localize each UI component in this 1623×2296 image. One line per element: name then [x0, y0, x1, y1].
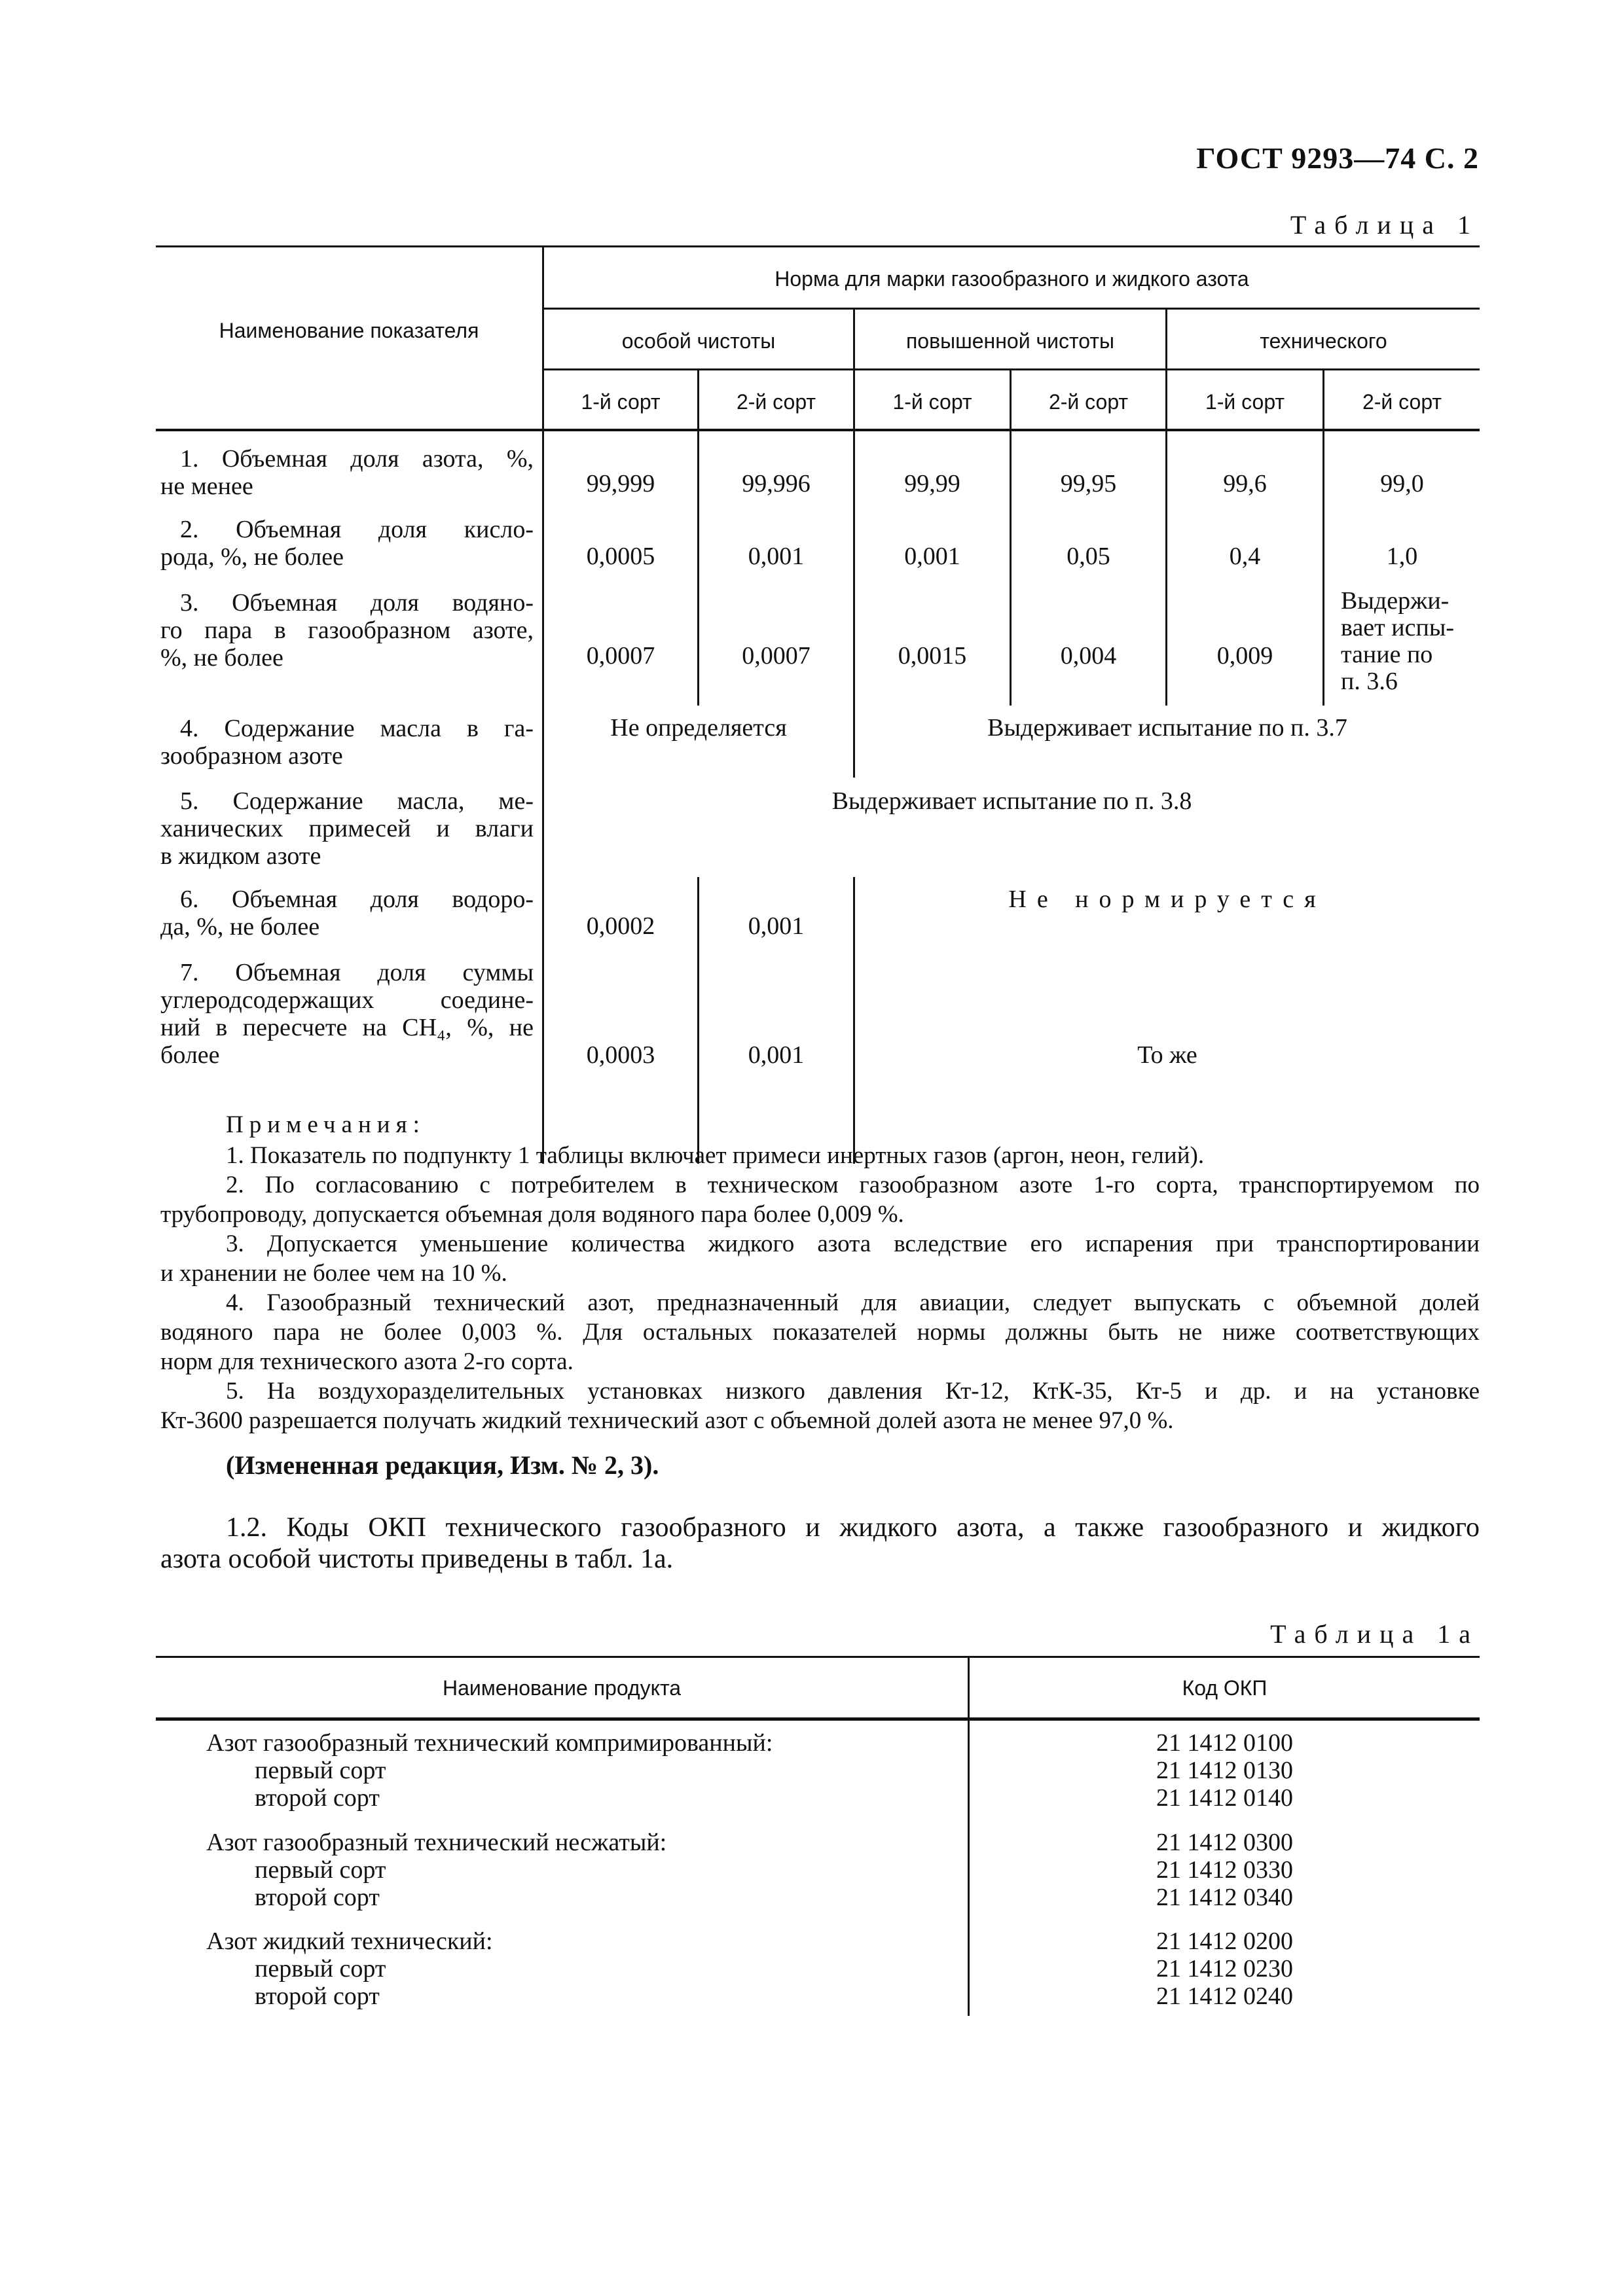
table-cell: 0,4 — [1229, 543, 1261, 570]
paragraph-1-2: 1.2. Коды ОКП технического газообразного и жидкого азота, а также газообразного и жидкого азота особой чистоты приведены в табл. 1а. — [160, 1513, 1480, 1574]
note-item: 4. Газообразный технический азот, предназначенный для авиации, следует выпускать с объемной долей водяного пара не более 0,003 %. Для остальных показателей нормы должны быть не ниже соответствующих норм для технического азота 2-го сорта. — [160, 1289, 1480, 1375]
table-row-label: 6. Объемная доля водоро- да, %, не более — [160, 886, 534, 941]
table-row-label: 5. Содержание масла, ме- ханических примесей и влаги в жидком азоте — [160, 787, 534, 870]
table-row-label: 2. Объемная доля кисло- рода, %, не более — [160, 516, 534, 571]
table-cell: 0,0015 — [898, 642, 967, 670]
note-item: 2. По согласованию с потребителем в техническом газообразном азоте 1-го сорта, транспортируемом по трубопроводу, допускается объемная доля водяного пара более 0,009 %. — [160, 1172, 1480, 1228]
notes-title: Примечания: — [226, 1111, 426, 1138]
table-cell: 99,6 — [1223, 470, 1267, 497]
sort-header: 1-й сорт — [892, 390, 972, 414]
table-cell: 1,0 — [1386, 543, 1418, 570]
col-header-product: Наименование продукта — [442, 1676, 682, 1700]
table-row-label: 3. Объемная доля водяно- го пара в газообразном азоте, %, не более — [160, 589, 534, 672]
table-cell: 99,99 — [904, 470, 960, 497]
col-header-okp-code: Код ОКП — [1182, 1676, 1267, 1700]
grade-header: технического — [1260, 329, 1387, 353]
group-header: Норма для марки газообразного и жидкого азота — [775, 267, 1249, 291]
table1a-header-rule — [156, 1717, 1480, 1721]
sort-header: 1-й сорт — [581, 390, 661, 414]
grade-header: повышенной чистоты — [905, 329, 1115, 353]
table-cell: 99,999 — [586, 470, 655, 497]
table-row-label: 1. Объемная доля азота, %, не менее — [160, 445, 534, 500]
sort-header: 1-й сорт — [1205, 390, 1285, 414]
okp-codes: 21 1412 0300 21 1412 0330 21 1412 0340 — [1156, 1829, 1293, 1911]
table-cell: 0,004 — [1060, 642, 1117, 670]
table-row-label: 7. Объемная доля суммы углеродсодержащих соедине- ний в пересчете на СН₄, %, не более — [160, 959, 534, 1069]
amendment-note: (Измененная редакция, Изм. № 2, 3). — [226, 1450, 659, 1480]
table-cell-span: Не определяется — [610, 714, 787, 742]
table1a-caption: Таблица 1а — [1270, 1619, 1479, 1649]
table-cell-span: Выдерживает испытание по п. 3.7 — [987, 714, 1347, 742]
table-cell: 99,0 — [1380, 470, 1424, 497]
product-group: Азот газообразный технический компримированный: первый сорт второй сорт — [206, 1729, 773, 1812]
table-cell: 0,001 — [748, 1041, 805, 1069]
table-cell: 0,0002 — [586, 912, 655, 940]
table1-rule — [542, 308, 1480, 310]
table1-vrule — [853, 877, 855, 1164]
table-cell: 0,05 — [1067, 543, 1110, 570]
table-cell-span: Не нормируется — [1008, 886, 1326, 913]
table-cell-multiline: Выдержи- вает испы- тание по п. 3.6 — [1341, 587, 1455, 695]
table1a-top-rule — [156, 1656, 1480, 1658]
table-cell: 0,0007 — [742, 642, 811, 670]
okp-codes: 21 1412 0200 21 1412 0230 21 1412 0240 — [1156, 1928, 1293, 2010]
okp-codes: 21 1412 0100 21 1412 0130 21 1412 0140 — [1156, 1729, 1293, 1812]
sort-header: 2-й сорт — [1048, 390, 1129, 414]
product-group: Азот газообразный технический несжатый: первый сорт второй сорт — [206, 1829, 667, 1911]
table1-caption: Таблица 1 — [1290, 210, 1479, 240]
table-row-label: 4. Содержание масла в га- зообразном азоте — [160, 715, 534, 770]
sort-header: 2-й сорт — [1362, 390, 1442, 414]
col-header-indicator: Наименование показателя — [219, 319, 479, 342]
table-cell-span: То же — [1137, 1041, 1197, 1069]
table1-header-rule — [156, 429, 1480, 431]
table-cell: 99,996 — [742, 470, 811, 497]
table1-top-rule — [156, 245, 1480, 247]
grade-header: особой чистоты — [621, 329, 776, 353]
table-cell-span: Выдерживает испытание по п. 3.8 — [831, 787, 1192, 815]
table-cell: 0,001 — [748, 912, 805, 940]
table-cell: 0,001 — [748, 543, 805, 570]
table-cell: 0,0007 — [586, 642, 655, 670]
note-item: 5. На воздухоразделительных установках низкого давления Кт-12, КтК-35, Кт-5 и др. и на установке Кт-3600 разрешается получать жидкий технический азот с объемной долей азота не менее 97,0 %. — [160, 1378, 1480, 1434]
table-cell: 99,95 — [1060, 470, 1117, 497]
product-group: Азот жидкий технический: первый сорт второй сорт — [206, 1928, 493, 2010]
note-item: 1. Показатель по подпункту 1 таблицы включает примеси инертных газов (аргон, неон, гелий). — [226, 1142, 1205, 1169]
sort-header: 2-й сорт — [736, 390, 816, 414]
table-cell: 0,0003 — [586, 1041, 655, 1069]
document-header: ГОСТ 9293—74 С. 2 — [1196, 141, 1479, 175]
note-item: 3. Допускается уменьшение количества жидкого азота вследствие его испарения при транспортировании и хранении не более чем на 10 %. — [160, 1230, 1480, 1287]
table-cell: 0,009 — [1216, 642, 1273, 670]
table-cell: 0,0005 — [586, 543, 655, 570]
table-cell: 0,001 — [904, 543, 960, 570]
